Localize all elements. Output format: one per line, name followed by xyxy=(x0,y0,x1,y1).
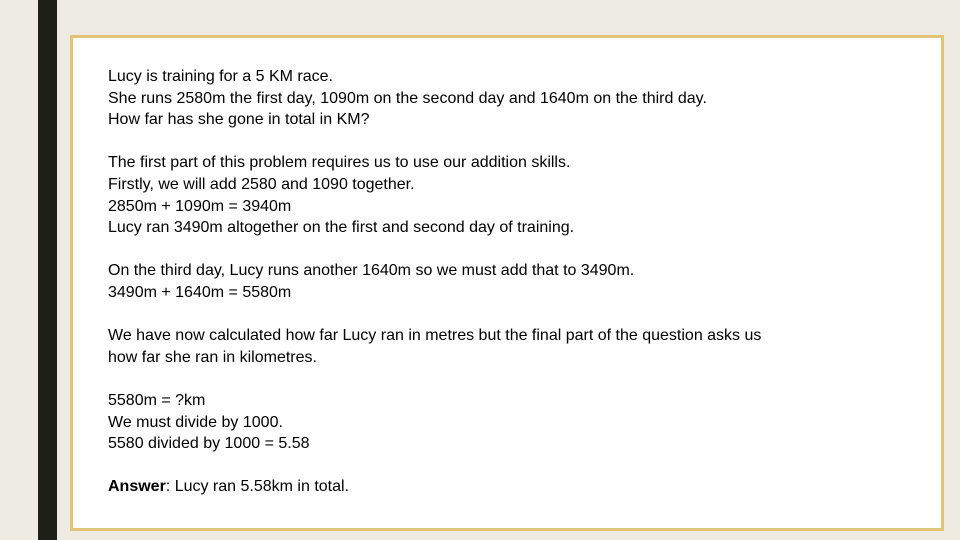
text-line: Lucy is training for a 5 KM race. xyxy=(108,68,333,85)
step-division xyxy=(108,390,928,455)
text-line: How far has she gone in total in KM? xyxy=(108,111,370,129)
left-accent-bar xyxy=(38,0,57,540)
text-line: how far she ran in kilometres. xyxy=(108,348,317,366)
slide-card xyxy=(70,35,944,531)
text-line: 5580 divided by 1000 = 5.58 xyxy=(108,435,310,453)
text-line: 5580m = ?km xyxy=(108,391,206,409)
text-line: 3490m + 1640m = 5580m xyxy=(108,283,292,301)
text-line: We must divide by 1000. xyxy=(108,413,283,431)
answer-line xyxy=(108,476,928,498)
text-line: 2850m + 1090m = 3940m xyxy=(108,197,292,215)
answer-text xyxy=(108,476,928,498)
step-addition xyxy=(108,152,928,238)
answer-label: Answer xyxy=(108,478,166,496)
step-conversion-intro xyxy=(108,325,928,368)
text-line: She runs 2580m the first day, 1090m on the second day and 1640m on the third day. xyxy=(108,89,707,107)
text-line: The first part of this problem requires us to use our addition skills. xyxy=(108,154,571,172)
step-third-day xyxy=(108,260,928,303)
problem-statement xyxy=(108,66,928,131)
text-line: Firstly, we will add 2580 and 1090 together. xyxy=(108,175,415,193)
text-line: We have now calculated how far Lucy ran in metres but the final part of the question asks us xyxy=(108,327,762,345)
answer-value: : Lucy ran 5.58km in total. xyxy=(165,478,349,496)
slide-content xyxy=(108,66,928,498)
text-line: Lucy ran 3490m altogether on the first and second day of training. xyxy=(108,219,575,237)
text-line: On the third day, Lucy runs another 1640m so we must add that to 3490m. xyxy=(108,262,635,280)
